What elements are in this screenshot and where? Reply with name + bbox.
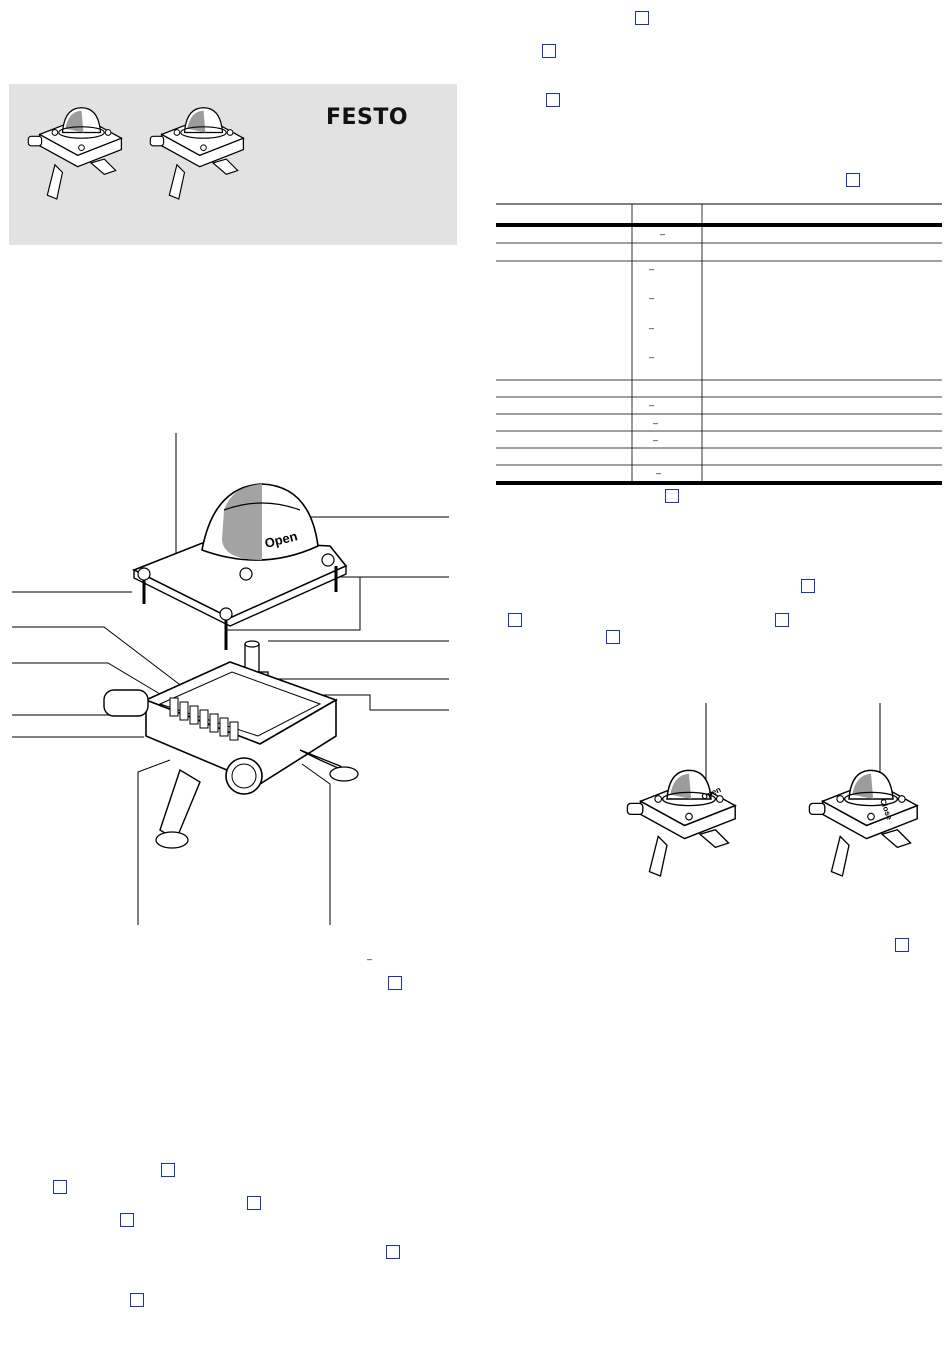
festo-logo: FESTO — [326, 105, 409, 130]
reference-box[interactable] — [665, 489, 679, 503]
text-dash: – — [367, 954, 373, 964]
spec-table — [496, 204, 942, 483]
reference-box[interactable] — [846, 173, 860, 187]
table-dash: – — [649, 400, 655, 410]
reference-box[interactable] — [801, 579, 815, 593]
reference-box[interactable] — [130, 1293, 144, 1307]
table-dash: – — [649, 323, 655, 333]
reference-box[interactable] — [606, 630, 620, 644]
reference-box[interactable] — [386, 1245, 400, 1259]
reference-box[interactable] — [895, 938, 909, 952]
close-label-small: Close — [878, 797, 895, 822]
reference-box[interactable] — [53, 1180, 67, 1194]
table-dash: – — [649, 352, 655, 362]
table-dash: – — [653, 418, 659, 428]
reference-box[interactable] — [775, 613, 789, 627]
housing-body — [104, 662, 358, 848]
reference-box[interactable] — [388, 976, 402, 990]
reference-box[interactable] — [508, 613, 522, 627]
reference-box[interactable] — [247, 1196, 261, 1210]
table-dash: – — [656, 468, 662, 478]
table-dash: – — [649, 264, 655, 274]
table-dash: – — [649, 293, 655, 303]
open-label: Open — [263, 528, 299, 551]
table-dash: – — [660, 229, 666, 239]
reference-box[interactable] — [120, 1213, 134, 1227]
open-label-small: Open — [700, 785, 723, 802]
reference-box[interactable] — [542, 44, 556, 58]
reference-box[interactable] — [161, 1163, 175, 1177]
reference-box[interactable] — [635, 11, 649, 25]
reference-box[interactable] — [546, 93, 560, 107]
housing-cover — [134, 484, 346, 650]
table-dash: – — [653, 435, 659, 445]
close-position-figure — [809, 770, 917, 876]
